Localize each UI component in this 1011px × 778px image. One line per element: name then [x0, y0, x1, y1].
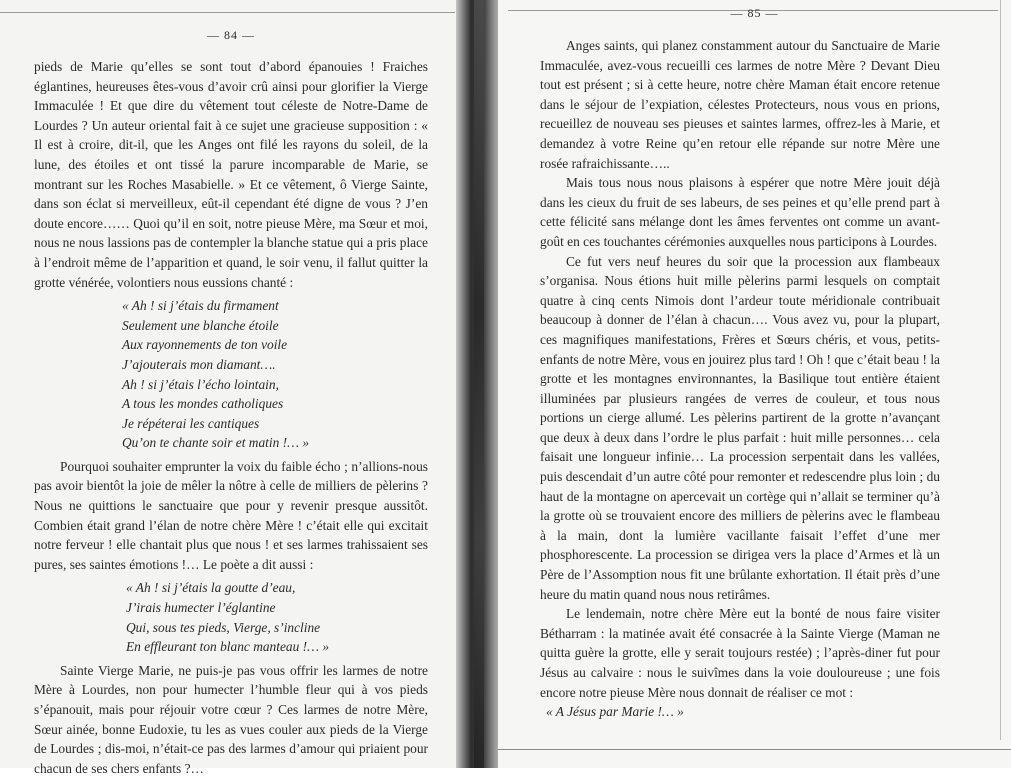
left-paragraph-2: Pourquoi souhaiter emprunter la voix du faible écho ; n’allions-nous pas avoir bientôt la joie de mêler la nôtre à celle de milliers de pèlerins ? Nous ne quittions le sanctuaire que pour y revenir presque aussitôt. Combien était grand l’élan de notre chère Mère ! c’était elle qui excitait notre ferveur ! elle chantait plus que nous ! et ses larmes trahissaient ses pures, ses saintes émotions !… Le poète a dit aussi :	[34, 458, 428, 572]
bottom-edge-line	[498, 749, 1011, 750]
right-paragraph-1: Anges saints, qui planez constamment autour du Sanctuaire de Marie Immaculée, avez-vous recueilli ces larmes de notre Mère ? Devant Dieu tout est présent ; si à cette heure, notre chère Maman était encore retenue dans le séjour de l’expiation, célestes Protecteurs, nous vous en prions, recueillez de nouveau ses pieuses et saintes larmes, offrez-les à Marie, et demandez à votre Reine qu’en retour elle répande sur notre Mère une rosée rafraichissante…..	[540, 38, 940, 171]
left-page-number: — 84 —	[207, 28, 255, 42]
poem-line: « Ah ! si j’étais la goutte d’eau,	[126, 580, 296, 596]
left-page-text	[34, 57, 428, 778]
closing-quote: « A Jésus par Marie !… »	[546, 704, 684, 720]
poem-line: J’ajouterais mon diamant….	[122, 356, 276, 372]
right-paragraph-3: Ce fut vers neuf heures du soir que la procession aux flambeaux s’organisa. Nous étions huit mille pèlerins parmi lesquels on comptait quatre à cinq cents Nimois dont l’ardeur toute méridionale contribuait beaucoup à donner de l’élan à chacun…. Vous avez vu, pour la plupart, ces magnifiques manifestations, Frères et Sœurs chéris, et vous, petits-enfants de notre Mère, vous en jouirez plus tard ! Oh ! que c’était beau ! la grotte et les montagnes environnantes, la Basilique tout entière étaient illuminées par plusieurs rangées de verres de couleur, et tous nous portions un cierge allumé. Les pèlerins partirent de la grotte n’avançant que deux à deux dans l’ordre le plus parfait : huit mille personnes… cela faisait une longueur infinie… La procession serpentait dans les vallées, puis descendait d’un autre côté pour remonter et redescendre plus loin ; du haut de la montagne on apercevait un cortège qui n’allait se terminer qu’à la grotte où se trouvaient encore des milliers de pèlerins avec le flambeau à la main, dont la lumière vacillante faisait l’effet d’une mer phosphorescente. La procession se dirigea vers la place d’Armes et là un Père de l’Assomption nous fit une brûlante exhortation. Il était près d’une heure du matin quand nous nous retirâmes.	[540, 253, 940, 602]
poem-line: Aux rayonnements de ton voile	[122, 337, 288, 353]
poem-line: J’irais humecter l’églantine	[126, 600, 276, 616]
poem-firmament	[34, 296, 428, 453]
poem-goutte	[34, 578, 428, 656]
poem-line: Je répéterai les cantiques	[122, 415, 260, 431]
poem-line: Seulement une blanche étoile	[122, 317, 279, 333]
poem-line: A tous les mondes catholiques	[122, 396, 284, 412]
right-page	[498, 0, 1011, 768]
poem-line: « Ah ! si j’étais du firmament	[122, 298, 279, 314]
left-paragraph-1: pieds de Marie qu’elles se sont tout d’abord épanouies ! Fraiches églantines, heureuses êtes-vous d’avoir crû ainsi pour glorifier la Vierge Immaculée ! Et que dire du vêtement tout céleste de Notre-Dame de Lourdes ? Un auteur oriental fait à ce sujet une gracieuse supposition : « Il est à croire, dit-il, que les Anges ont filé les rayons du soleil, de la lune, des étoiles et ont tissé la parure incomparable de Marie, se montrant sur les Roches Masabielle. » Et ce vêtement, ô Vierge Sainte, dans son éclat si merveilleux, eût-il cependant été digne de vous ? J’en doute encore…… Quoi qu’il en soit, notre pieuse Mère, ma Sœur et moi, nous ne nous lassions pas de contempler la blanche statue qui a pris place à l’endroit même de l’apparition et quand, le soir venu, il fallut quitter la grotte vénérée, volontiers nous eussions chanté :	[34, 59, 428, 290]
top-edge-line	[0, 12, 455, 13]
right-page-edge	[1000, 0, 1001, 740]
poem-line: En effleurant ton blanc manteau !… »	[126, 639, 330, 655]
right-paragraph-4: Le lendemain, notre chère Mère eut la bonté de nous faire visiter Bétharram : la matinée avait été consacrée à la Sainte Vierge (Maman ne quitta guère la grotte, elle y serait toujours restée) ; l’après-diner fut pour Jésus au calvaire : nous le suivîmes dans la voie douloureuse ; une fois encore notre pieuse Mère nous donnait de réaliser ce mot :	[540, 606, 940, 700]
poem-line: Qui, sous tes pieds, Vierge, s’incline	[126, 619, 321, 635]
right-page-text	[540, 36, 940, 722]
poem-line: Ah ! si j’étais l’écho lointain,	[122, 376, 279, 392]
left-page	[0, 0, 462, 776]
poem-line: Qu’on te chante soir et matin !… »	[122, 435, 310, 451]
right-page-number: — 85 —	[730, 6, 779, 20]
right-paragraph-2: Mais tous nous nous plaisons à espérer que notre Mère jouit déjà dans les cieux du fruit de ses labeurs, de ses peines et qu’elle prend part à cette félicité sans mélange dont les âmes ferventes ont comme un avant-goût en ces touchantes cérémonies auxquelles nous participons à Lourdes.	[540, 175, 940, 249]
left-paragraph-3: Sainte Vierge Marie, ne puis-je pas vous offrir les larmes de notre Mère à Lourdes, non pour humecter l’humble fleur qui à vos pieds s’épanouit, mais pour réjouir votre cœur ? Ces larmes de notre Mère, Sœur ainée, bonne Eudoxie, tu les as vues couler aux pieds de la Vierge de Lourdes ; dis-moi, n’était-ce pas des larmes d’amour qui priaient pour chacun de ses chers enfants ?…	[34, 662, 428, 776]
